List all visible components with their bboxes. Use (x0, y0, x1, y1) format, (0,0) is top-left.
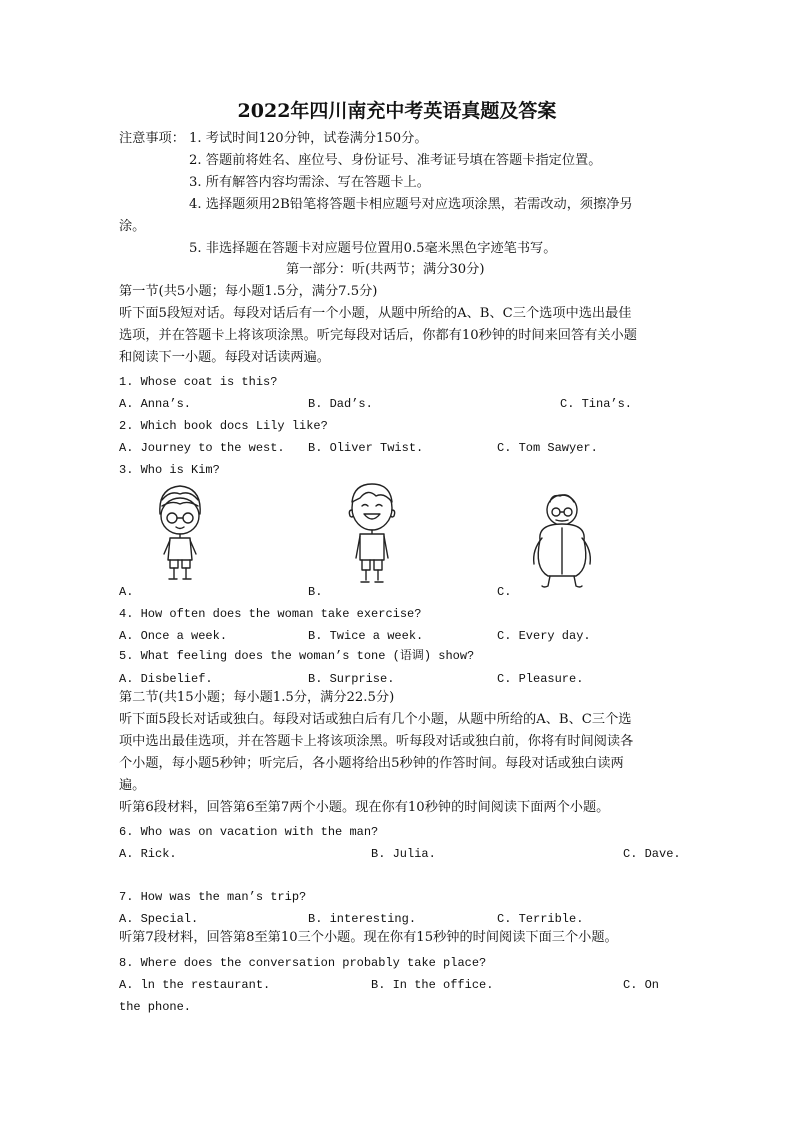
option-b: B. Julia. (371, 847, 436, 861)
note-item: 3. 所有解答内容均需涂、写在答题卡上。 (189, 175, 430, 190)
question-stem: 7. How was the man’s trip? (119, 890, 307, 904)
option-c: C. On (623, 978, 660, 992)
instruction-line: 听下面5段长对话或独白。每段对话或独白后有几个小题，从题中所给的A、B、C三个选 (119, 712, 632, 727)
instruction-line: 项中选出最佳选项，并在答题卡上将该项涂黑。听每段对话或独白前，你将有时间阅读各 (119, 734, 634, 749)
question-stem: 3. Who is Kim? (119, 463, 220, 477)
instruction-line: 个小题，每小题5秒钟；听完后，各小题将给出5秒钟的作答时间。每段对话或独白读两 (119, 756, 624, 771)
question-stem: 2. Which book docs Lily like? (119, 419, 328, 433)
boy-with-glasses-image (150, 480, 210, 584)
option-c: C. Terrible. (497, 912, 584, 926)
option-a: A. Anna’s. (119, 397, 192, 411)
option-a: A. (119, 585, 134, 599)
instruction-line: 遍。 (119, 778, 146, 793)
option-c: C. Dave. (623, 847, 681, 861)
option-b: B. (308, 585, 323, 599)
material-instruction: 听第6段材料，回答第6至第7两个小题。现在你有10秒钟的时间阅读下面两个小题。 (119, 800, 610, 815)
option-c: C. Pleasure. (497, 672, 584, 686)
option-b: B. Twice a week. (308, 629, 424, 643)
instruction-line: 和阅读下一小题。每段对话读两遍。 (119, 350, 330, 365)
option-a: A. Special. (119, 912, 199, 926)
option-c-continued: the phone. (119, 1000, 192, 1014)
option-b: B. interesting. (308, 912, 417, 926)
question-stem: 8. Where does the conversation probably take place? (119, 956, 487, 970)
option-b: B. Dad’s. (308, 397, 373, 411)
option-a: A. ln the restaurant. (119, 978, 271, 992)
option-a: A. Rick. (119, 847, 177, 861)
option-a: A. Once a week. (119, 629, 228, 643)
material-instruction: 听第7段材料，回答第8至第10三个小题。现在你有15秒钟的时间阅读下面三个小题。 (119, 930, 618, 945)
option-b: B. In the office. (371, 978, 494, 992)
notes-label: 注意事项： (119, 131, 185, 146)
option-c: C. Tina’s. (560, 397, 633, 411)
question-stem: 6. Who was on vacation with the man? (119, 825, 379, 839)
note-item: 5. 非选择题在答题卡对应题号位置用0.5毫米黑色字迹笔书写。 (189, 241, 557, 256)
option-c: C. (497, 585, 512, 599)
option-a: A. Disbelief. (119, 672, 213, 686)
option-c: C. Every day. (497, 629, 591, 643)
instruction-line: 听下面5段短对话。每段对话后有一个小题，从题中所给的A、B、C三个选项中选出最佳 (119, 306, 632, 321)
question-stem: 4. How often does the woman take exercise? (119, 607, 422, 621)
note-item: 4. 选择题须用2B铅笔将答题卡相应题号对应选项涂黑，若需改动，须擦净另 (189, 197, 633, 212)
option-b: B. Surprise. (308, 672, 395, 686)
section-heading: 第二节(共15小题；每小题1.5分，满分22.5分) (119, 690, 395, 705)
note-item: 1. 考试时间120分钟，试卷满分150分。 (189, 131, 428, 146)
instruction-line: 选项，并在答题卡上将该项涂黑。听完每段对话后，你都有10秒钟的时间来回答有关小题 (119, 328, 637, 343)
option-c: C. Tom Sawyer. (497, 441, 598, 455)
question-stem: 1. Whose coat is this? (119, 375, 278, 389)
smiling-boy-image (340, 478, 404, 588)
option-a: A. Journey to the west. (119, 441, 285, 455)
question-stem: 5. What feeling does the woman’s tone (语调) show? (119, 649, 475, 663)
heavy-man-image (528, 488, 596, 592)
note-item: 涂。 (119, 219, 146, 234)
option-b: B. Oliver Twist. (308, 441, 424, 455)
note-item: 2. 答题前将姓名、座位号、身份证号、准考证号填在答题卡指定位置。 (189, 153, 602, 168)
part-heading: 第一部分：听(共两节；满分30分) (286, 262, 485, 277)
section-heading: 第一节(共5小题；每小题1.5分，满分7.5分) (119, 284, 378, 299)
page-title: 2022年四川南充中考英语真题及答案 (237, 100, 557, 122)
